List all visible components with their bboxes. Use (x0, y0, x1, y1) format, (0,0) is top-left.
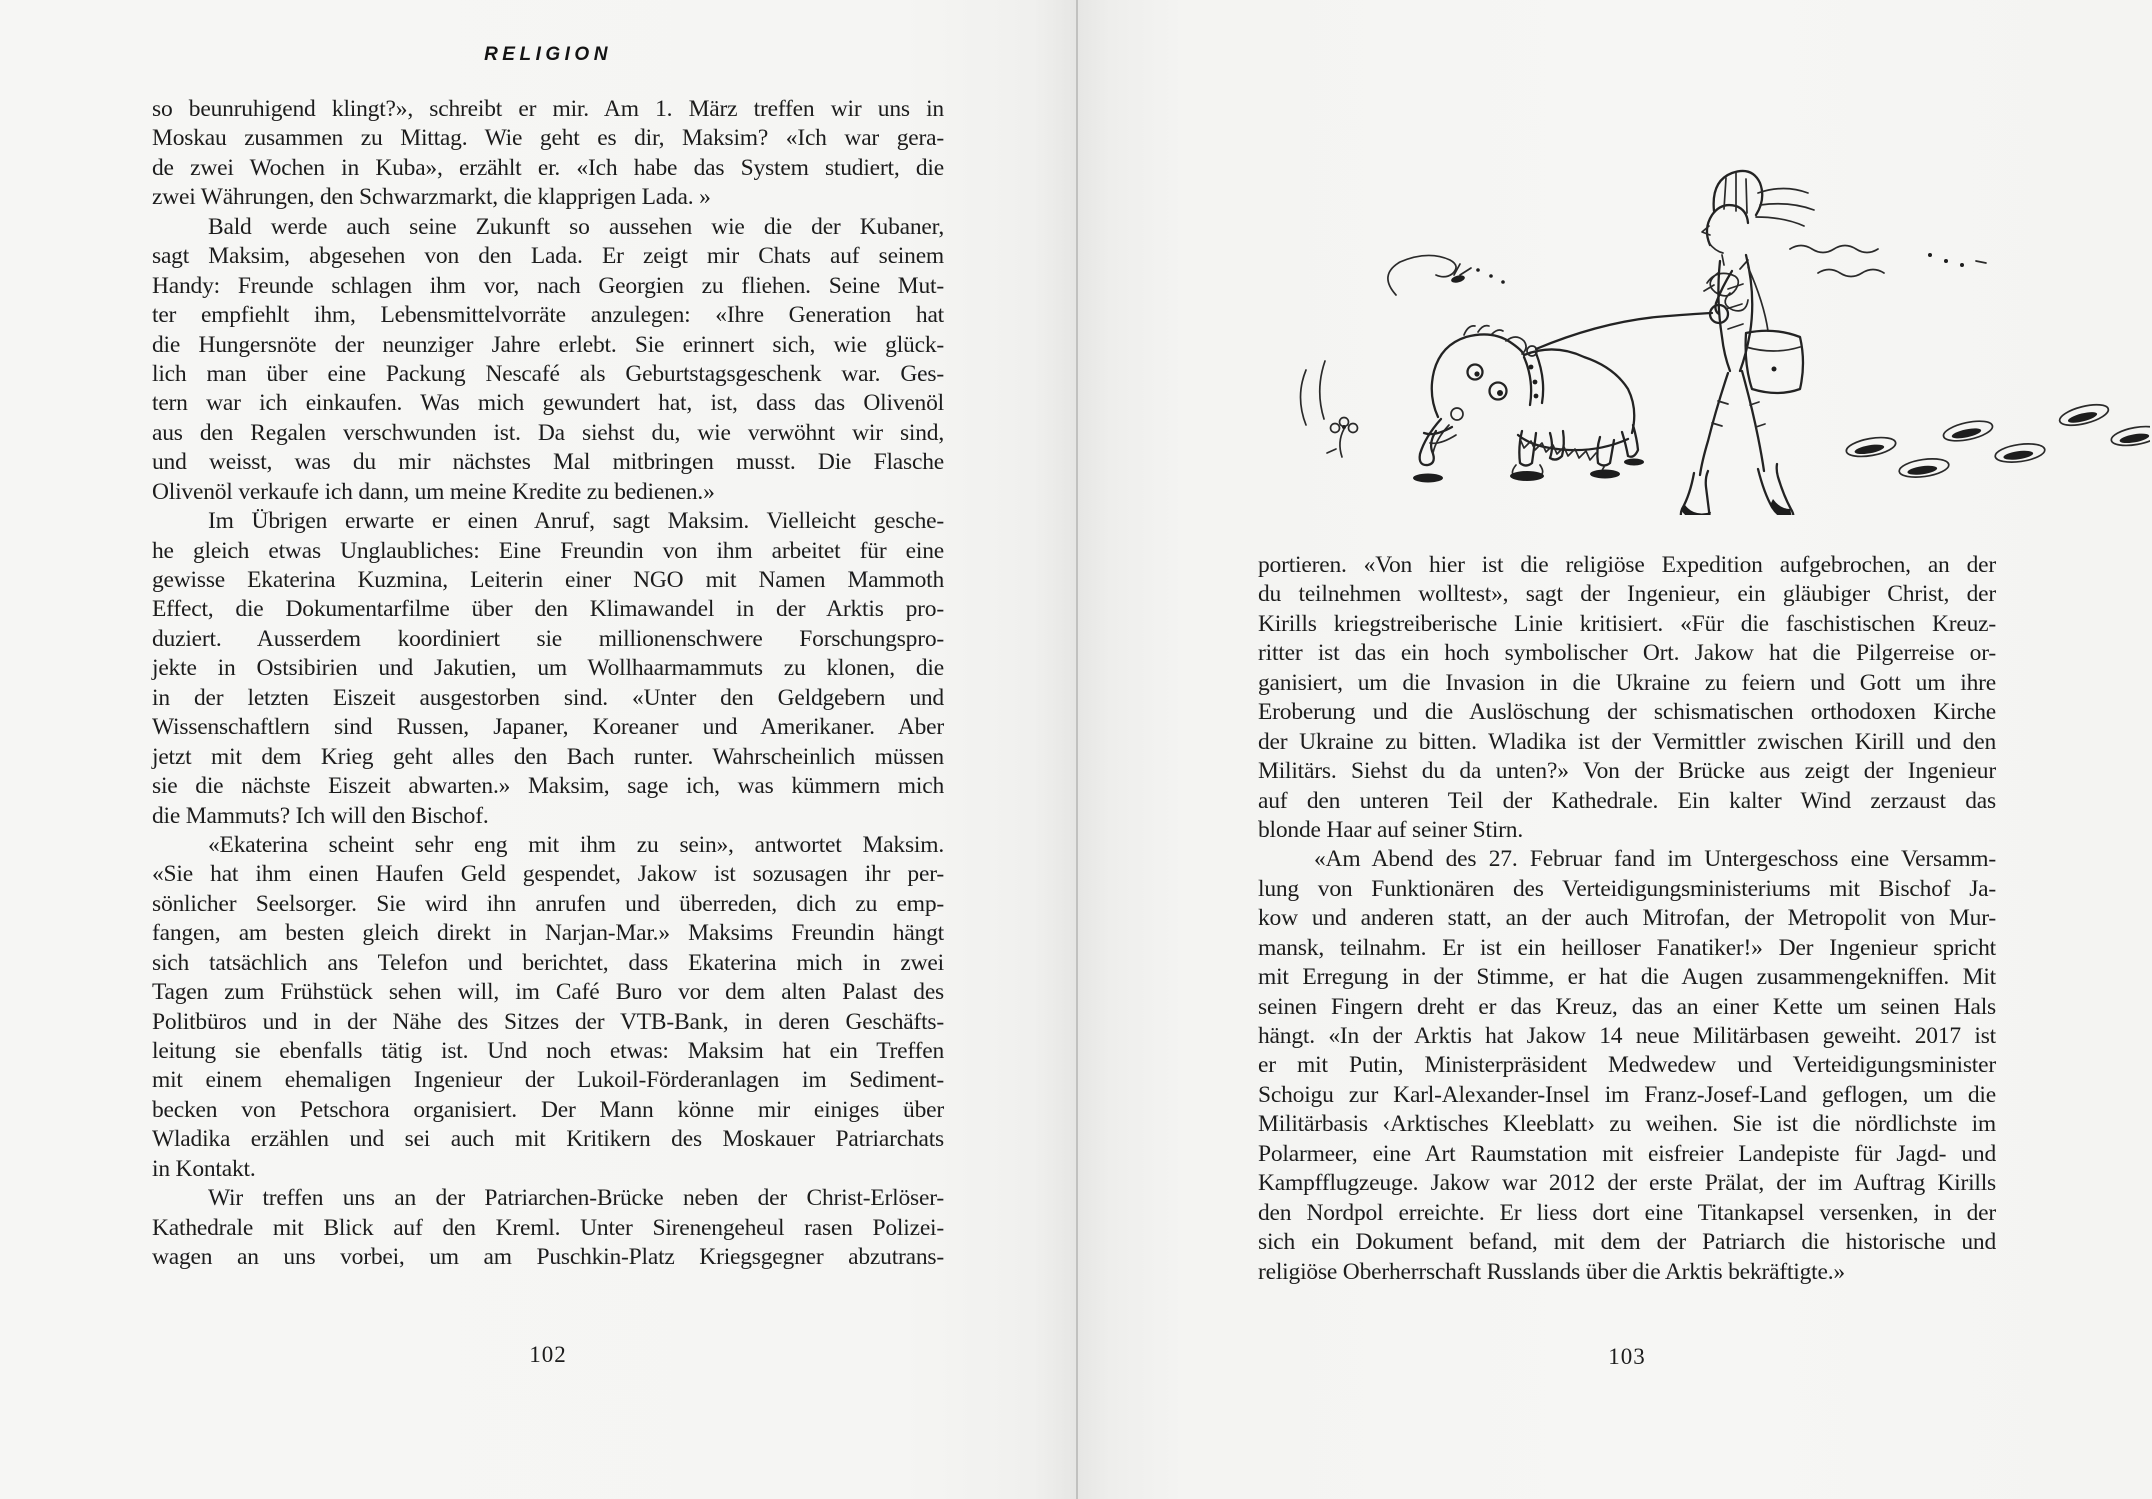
fly-doodle-icon (1388, 255, 1505, 295)
text-line: Wladika erzählen und sei auch mit Kritikern des Moskauer Patriarchats (152, 1126, 944, 1153)
text-line: Polarmeer, eine Art Raumstation mit eisfreier Landepiste für Jagd- und (1258, 1140, 1996, 1167)
text-line: in Kontakt. (152, 1155, 256, 1182)
text-line: gewisse Ekaterina Kuzmina, Leiterin einer NGO mit Namen Mammoth (152, 567, 944, 593)
text-line: sich tatsächlich ans Telefon und berichtet, dass Ekaterina mich in zwei (152, 949, 944, 976)
text-line: religiöse Oberherrschaft Russlands über die Arktis bekräftigte.» (1258, 1258, 1845, 1285)
text-line: ter empfiehlt ihm, Lebensmittelvorräte anzulegen: «Ihre Generation hat (152, 302, 944, 329)
text-line: ritter ist das ein hoch symbolischer Ort. Jakow hat die Pilgerreise or- (1258, 640, 1996, 667)
text-line: Militärbasis ‹Arktisches Kleeblatt› zu weihen. Sie ist die nördlichste im (1258, 1111, 1996, 1138)
text-line: sie die nächste Eiszeit abwarten.» Maksim, sage ich, was kümmern mich (152, 773, 944, 800)
text-line: die Mammuts? Ich will den Bischof. (152, 802, 489, 829)
left-page-text (152, 95, 944, 1273)
text-line: Schoigu zur Karl-Alexander-Insel im Franz-Josef-Land geflogen, um die (1258, 1081, 1996, 1108)
flower-doodle-icon (1327, 418, 1358, 458)
text-line: becken von Petschora organisiert. Der Mann könne mir einiges über (152, 1096, 944, 1123)
text-line: wagen an uns vorbei, um am Puschkin-Platz Kriegsgegner abzutrans- (152, 1244, 944, 1271)
text-line: so beunruhigend klingt?», schreibt er mir. Am 1. März treffen wir uns in (152, 96, 944, 122)
text-line: Effect, die Dokumentarfilme über den Klimawandel in der Arktis pro- (152, 596, 944, 623)
text-line: mit Erregung in der Stimme, er hat die Augen zusammengekniffen. Mit (1258, 964, 1996, 991)
text-line: Wir treffen uns an der Patriarchen-Brücke neben der Christ-Erlöser- (208, 1185, 944, 1212)
text-line: auf den unteren Teil der Kathedrale. Ein kalter Wind zerzaust das (1258, 787, 1996, 814)
text-line: Kirills kriegstreiberische Linie kritisiert. «Für die faschistischen Kreuz- (1258, 610, 1996, 637)
text-line: «Am Abend des 27. Februar fand im Untergeschoss eine Versamm- (1314, 846, 1996, 873)
text-line: kow und anderen statt, an der auch Mitrofan, der Metropolit von Mur- (1258, 905, 1996, 932)
text-line: zwei Währungen, den Schwarzmarkt, die klapprigen Lada. » (152, 184, 711, 211)
motion-arcs (1301, 361, 1326, 425)
text-line: jetzt mit dem Krieg geht alles den Bach runter. Wahrscheinlich müssen (152, 743, 944, 770)
text-line: mit einem ehemaligen Ingenieur der Lukoil-Förderanlagen im Sediment- (152, 1067, 944, 1094)
text-line: er mit Putin, Ministerpräsident Medwedew und Verteidigungsminister (1258, 1052, 1996, 1079)
text-line: und weisst, was du mir nächstes Mal mitbringen musst. Die Flasche (152, 449, 944, 476)
leash-line (1536, 313, 1712, 349)
text-line: Bald werde auch seine Zukunft so aussehen wie die der Kubaner, (208, 213, 944, 240)
text-line: jekte in Ostsibirien und Jakutien, um Wollhaarmammuts zu klonen, die (152, 655, 944, 682)
text-line: du teilnehmen wolltest», sagt der Ingenieur, ein gläubiger Christ, der (1258, 581, 1996, 608)
left-page-number: 102 (529, 1342, 567, 1367)
text-line: den Nordpol erreichte. Er liess dort eine Titankapsel versenken, in der (1258, 1199, 1996, 1226)
text-line: he gleich etwas Unglaubliches: Eine Freundin von ihm arbeitet für eine (152, 537, 944, 564)
text-line: sagt Maksim, abgesehen von den Lada. Er zeigt mir Chats auf seinem (152, 243, 944, 270)
text-line: Tagen zum Frühstück sehen will, im Café Buro vor dem alten Palast des (152, 979, 944, 1006)
motion-squiggles (1790, 246, 1986, 277)
text-line: «Ekaterina scheint sehr eng mit ihm zu sein», antwortet Maksim. (208, 831, 944, 858)
text-line: Im Übrigen erwarte er einen Anruf, sagt Maksim. Vielleicht gesche- (208, 508, 944, 535)
text-line: Politbüros und in der Nähe des Sitzes der VTB-Bank, in deren Geschäfts- (152, 1008, 944, 1035)
text-line: mansk, teilnahm. Er ist ein heilloser Fanatiker!» Der Ingenieur spricht (1258, 934, 1996, 961)
text-line: fangen, am besten gleich direkt in Narjan-Mar.» Maksims Freundin hängt (152, 920, 944, 947)
text-line: Militärs. Siehst du da unten?» Von der Brücke aus zeigt der Ingenieur (1258, 758, 1996, 785)
text-line: Kathedrale mit Blick auf den Kreml. Unter Sirenengeheul rasen Polizei- (152, 1214, 944, 1241)
text-line: lich man über eine Packung Nescafé als Geburtstagsgeschenk war. Ges- (152, 360, 944, 387)
running-head: RELIGION (484, 44, 612, 65)
text-line: Olivenöl verkaufe ich dann, um meine Kredite zu bedienen.» (152, 478, 715, 505)
text-line: hängt. «In der Arktis hat Jakow 14 neue Militärbasen geweiht. 2017 ist (1258, 1023, 1996, 1049)
walker-figure (1677, 171, 1814, 515)
text-line: sönlicher Seelsorger. Sie wird ihn anrufen und überreden, dich zu emp- (152, 890, 944, 917)
text-line: aus den Regalen verschwunden ist. Da siehst du, wie verwöhnt wir sind, (152, 419, 944, 446)
text-line: Handy: Freunde schlagen ihm vor, nach Georgien zu fliehen. Seine Mut- (152, 272, 944, 299)
text-line: tern war ich einkaufen. Was mich gewundert hat, ist, dass das Olivenöl (152, 390, 944, 417)
text-line: Wissenschaftlern sind Russen, Japaner, Koreaner und Amerikaner. Aber (152, 714, 944, 741)
mammoth-walk-illustration (1278, 165, 2150, 515)
text-line: lung von Funktionären des Verteidigungsministeriums mit Bischof Ja- (1258, 875, 1996, 902)
right-page-number: 103 (1608, 1344, 1646, 1369)
right-page-text (1258, 551, 1996, 1287)
text-line: Moskau zusammen zu Mittag. Wie geht es dir, Maksim? «Ich war gera- (152, 125, 944, 152)
text-line: blonde Haar auf seiner Stirn. (1258, 816, 1524, 843)
mammoth-figure (1413, 326, 1644, 483)
text-line: leitung sie ebenfalls tätig ist. Und noch etwas: Maksim hat ein Treffen (152, 1038, 944, 1064)
text-line: seinen Fingern dreht er das Kreuz, das an einer Kette um seinen Hals (1258, 993, 1996, 1020)
text-line: sich ein Dokument befand, mit dem der Patriarch die historische und (1258, 1229, 1996, 1256)
text-line: de zwei Wochen in Kuba», erzählt er. «Ich habe das System studiert, die (152, 154, 944, 181)
page-right (1078, 0, 2152, 1499)
text-line: die Hungersnöte der neunziger Jahre erlebt. Sie erinnert sich, wie glück- (152, 331, 944, 358)
text-line: in der letzten Eiszeit ausgestorben sind. «Unter den Geldgebern und (152, 684, 944, 711)
footprints-trail (1845, 401, 2150, 480)
text-line: der Ukraine zu bitten. Wladika ist der Vermittler zwischen Kirill und den (1258, 728, 1996, 755)
text-line: Kampfflugzeuge. Jakow war 2012 der erste Prälat, der im Auftrag Kirills (1258, 1170, 1996, 1197)
text-line: Eroberung und die Auslöschung der schismatischen orthodoxen Kirche (1258, 699, 1996, 726)
text-line: ganisiert, um die Invasion in die Ukraine zu feiern und Gott um ihre (1258, 669, 1996, 696)
text-line: portieren. «Von hier ist die religiöse Expedition aufgebrochen, an der (1258, 552, 1996, 578)
text-line: «Sie hat ihm einen Haufen Geld gespendet, Jakow ist sozusagen ihr per- (152, 861, 944, 888)
text-line: duziert. Ausserdem koordiniert sie millionenschwere Forschungspro- (152, 625, 944, 652)
